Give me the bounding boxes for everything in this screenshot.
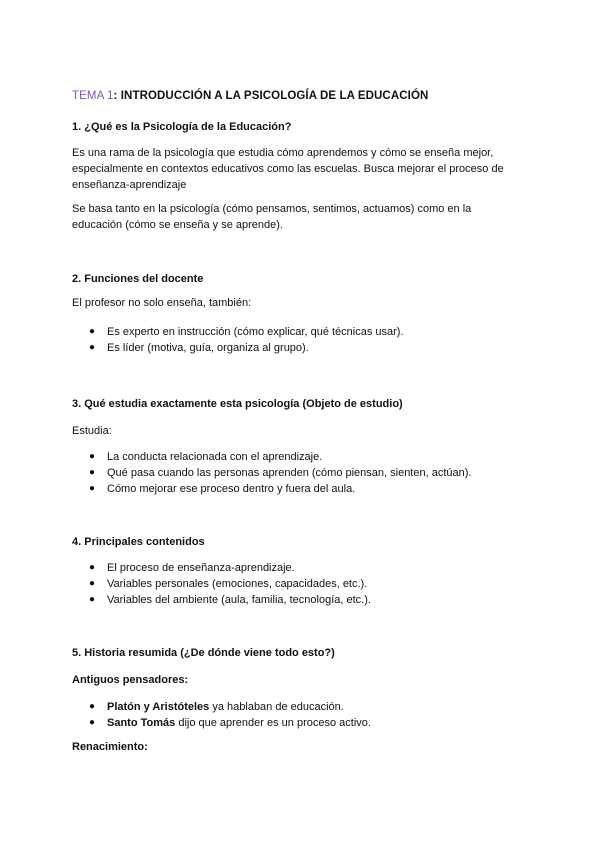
section-1-paragraph-1: Es una rama de la psicología que estudia cómo aprendemos y cómo se enseña mejor, especialmente en contextos educativos como las escuelas. Busca mejorar el proceso de enseñanza-aprendizaje	[72, 147, 504, 191]
bullet-icon: ●	[89, 701, 96, 712]
section-1-paragraph-2: Se basa tanto en la psicología (cómo pensamos, sentimos, actuamos) como en la educación (cómo se enseña y se aprende).	[72, 203, 472, 231]
document-title	[72, 90, 428, 102]
list-item: ● Cómo mejorar ese proceso dentro y fuera del aula.	[89, 483, 356, 495]
bullet-icon: ●	[89, 483, 96, 494]
bullet-icon: ●	[89, 717, 96, 728]
list-item: ● El proceso de enseñanza-aprendizaje.	[89, 562, 295, 574]
bullet-icon: ●	[89, 326, 96, 337]
section-4-list	[72, 560, 371, 608]
list-item: ● La conducta relacionada con el aprendizaje.	[89, 451, 323, 463]
section-4-heading: 4. Principales contenidos	[72, 536, 205, 548]
bullet-icon: ●	[89, 342, 96, 353]
subheading-renacimiento: Renacimiento:	[72, 741, 148, 753]
section-2-intro: El profesor no solo enseña, también:	[72, 297, 252, 309]
list-item: ● Santo Tomás dijo que aprender es un proceso activo.	[89, 717, 371, 729]
subheading-antiguos-pensadores: Antiguos pensadores:	[72, 674, 189, 686]
section-3-list	[72, 449, 471, 497]
bullet-icon: ●	[89, 451, 96, 462]
list-item: ● Qué pasa cuando las personas aprenden (cómo piensan, sienten, actúan).	[89, 467, 472, 479]
section-5-heading: 5. Historia resumida (¿De dónde viene todo esto?)	[72, 647, 335, 659]
bullet-icon: ●	[89, 562, 96, 573]
bullet-icon: ●	[89, 578, 96, 589]
section-3-heading: 3. Qué estudia exactamente esta psicología (Objeto de estudio)	[72, 398, 403, 410]
title-text: : INTRODUCCIÓN A LA PSICOLOGÍA DE LA EDUCACIÓN	[113, 90, 429, 102]
tema-label: TEMA 1	[72, 90, 114, 102]
section-2-list	[72, 324, 404, 356]
section-5-list	[72, 699, 371, 731]
list-item: ● Variables del ambiente (aula, familia, tecnología, etc.).	[89, 594, 371, 606]
bullet-icon: ●	[89, 467, 96, 478]
list-item: ● Platón y Aristóteles ya hablaban de educación.	[89, 701, 344, 713]
list-item: ● Variables personales (emociones, capacidades, etc.).	[89, 578, 368, 590]
section-2-heading: 2. Funciones del docente	[72, 273, 204, 285]
section-3-intro: Estudia:	[72, 425, 112, 437]
bullet-icon: ●	[89, 594, 96, 605]
list-item: ● Es líder (motiva, guía, organiza al grupo).	[89, 342, 309, 354]
list-item: ● Es experto en instrucción (cómo explicar, qué técnicas usar).	[89, 326, 404, 338]
section-1-heading: 1. ¿Qué es la Psicología de la Educación?	[72, 121, 292, 133]
